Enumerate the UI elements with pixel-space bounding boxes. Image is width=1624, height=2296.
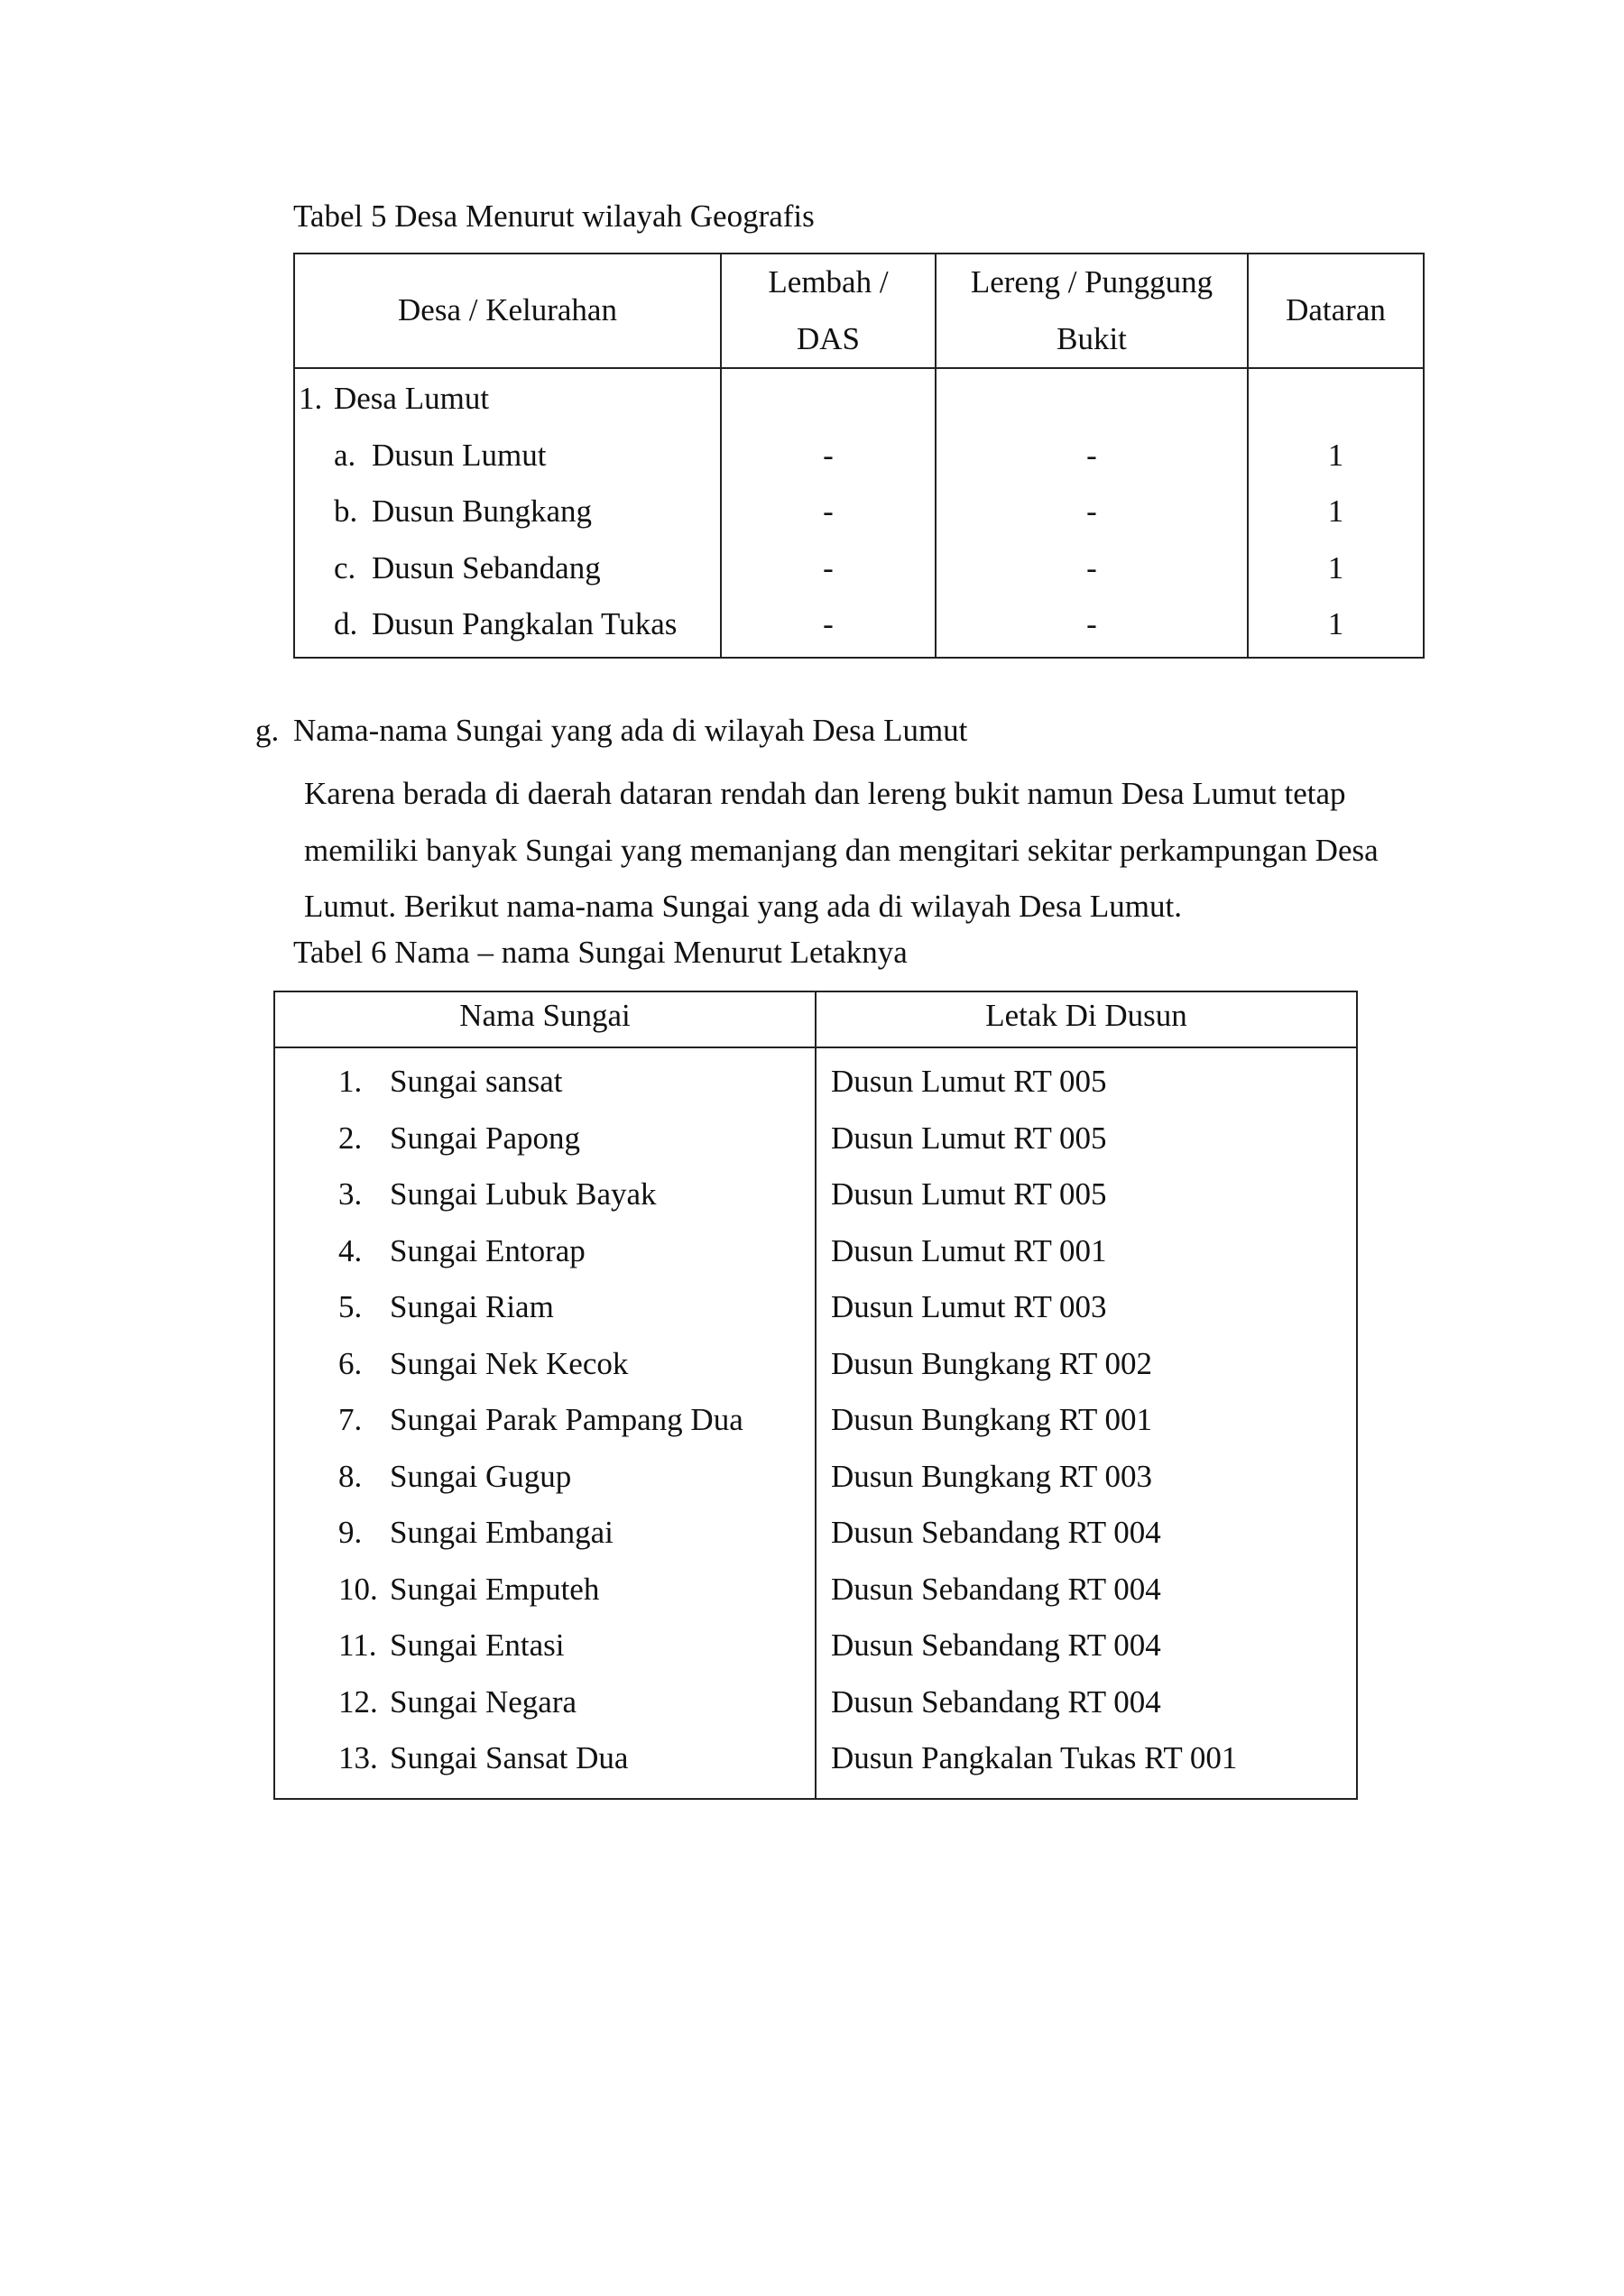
- river-name-line: [275, 1392, 815, 1449]
- table5-header-lereng: [936, 254, 1248, 368]
- village-marker: 1.: [299, 381, 323, 416]
- header-line: Lembah /: [768, 264, 889, 300]
- table5-geography: [293, 253, 1425, 659]
- river-location: Dusun Bungkang RT 003: [831, 1458, 1153, 1494]
- dataran-value: 1: [1327, 437, 1344, 473]
- table6-header-name: Nama Sungai: [274, 991, 816, 1047]
- river-number: 12.: [338, 1683, 378, 1720]
- section-marker: g.: [255, 713, 280, 748]
- table5-header-lembah: [721, 254, 936, 368]
- river-name-line: [275, 1166, 815, 1223]
- table5-desa-cell: [294, 368, 721, 658]
- table5-header-desa: [294, 254, 721, 368]
- table6-body-row: [274, 1047, 1357, 1799]
- river-name-line: [275, 1618, 815, 1674]
- river-name: Sungai Entorap: [390, 1232, 586, 1268]
- header-line: Desa / Kelurahan: [398, 292, 617, 328]
- spacer-line: [722, 371, 935, 428]
- hamlet-marker: d.: [334, 606, 358, 641]
- river-name: Sungai Negara: [390, 1683, 577, 1720]
- river-location-cell: [816, 1047, 1357, 1799]
- dataran-value: 1: [1327, 493, 1344, 529]
- river-number: 8.: [338, 1458, 363, 1494]
- hamlet-name: Dusun Lumut: [372, 437, 547, 473]
- river-location: Dusun Lumut RT 001: [831, 1232, 1107, 1268]
- lembah-value: -: [823, 493, 834, 529]
- river-location: Dusun Sebandang RT 004: [831, 1627, 1161, 1663]
- hamlet-line: [295, 596, 720, 653]
- river-name-line: [275, 1279, 815, 1336]
- hamlet-line: [295, 484, 720, 540]
- river-number: 5.: [338, 1289, 363, 1324]
- river-location: Dusun Sebandang RT 004: [831, 1515, 1161, 1550]
- river-name-line: [275, 1336, 815, 1393]
- river-name: Sungai Sansat Dua: [390, 1740, 629, 1775]
- river-location: Dusun Sebandang RT 004: [831, 1571, 1161, 1607]
- river-location: Dusun Lumut RT 005: [831, 1120, 1107, 1156]
- river-name-line: [275, 1730, 815, 1787]
- hamlet-marker: b.: [334, 493, 358, 529]
- header-line: Lereng / Punggung: [970, 264, 1213, 300]
- river-name-line: [275, 1054, 815, 1111]
- table5-caption: Tabel 5 Desa Menurut wilayah Geografis: [293, 198, 815, 234]
- hamlet-marker: c.: [334, 549, 356, 586]
- lereng-value: -: [1086, 549, 1097, 586]
- river-number: 9.: [338, 1515, 363, 1550]
- river-location: Dusun Pangkalan Tukas RT 001: [831, 1740, 1238, 1775]
- river-number: 13.: [338, 1740, 378, 1775]
- river-name: Sungai Emputeh: [390, 1571, 600, 1607]
- table6-caption: Tabel 6 Nama – nama Sungai Menurut Letaknya: [293, 935, 908, 970]
- river-number: 11.: [338, 1627, 377, 1663]
- river-number: 7.: [338, 1402, 363, 1437]
- village-line: [295, 371, 720, 428]
- lembah-value: -: [823, 549, 834, 586]
- table5-dataran-cell: [1248, 368, 1424, 658]
- hamlet-name: Dusun Sebandang: [372, 549, 601, 586]
- river-location: Dusun Lumut RT 005: [831, 1176, 1107, 1212]
- paragraph-line: Lumut. Berikut nama-nama Sungai yang ada di wilayah Desa Lumut.: [304, 889, 1182, 924]
- table5-lembah-cell: [721, 368, 936, 658]
- lembah-value: -: [823, 437, 834, 473]
- river-name: Sungai sansat: [390, 1064, 563, 1099]
- hamlet-line: [295, 428, 720, 484]
- hamlet-line: [295, 540, 720, 597]
- river-name: Sungai Lubuk Bayak: [390, 1176, 657, 1212]
- river-name: Sungai Papong: [390, 1120, 580, 1156]
- river-name-line: [275, 1562, 815, 1618]
- lembah-value: -: [823, 606, 834, 641]
- table5-body-row: [294, 368, 1424, 658]
- river-name-line: [275, 1505, 815, 1562]
- river-name-line: [275, 1674, 815, 1731]
- lereng-value: -: [1086, 437, 1097, 473]
- river-location: Dusun Lumut RT 005: [831, 1064, 1107, 1099]
- table6-rivers: [273, 991, 1358, 1800]
- lereng-value: -: [1086, 493, 1097, 529]
- header-line: DAS: [796, 320, 861, 356]
- dataran-value: 1: [1327, 549, 1344, 586]
- table6-header-location: Letak Di Dusun: [816, 991, 1357, 1047]
- river-name: Sungai Gugup: [390, 1458, 572, 1494]
- river-name: Sungai Parak Pampang Dua: [390, 1402, 743, 1437]
- spacer-line: [937, 371, 1247, 428]
- table6-header-row: [274, 991, 1357, 1047]
- river-name-cell: [274, 1047, 816, 1799]
- river-number: 3.: [338, 1176, 363, 1212]
- river-number: 2.: [338, 1120, 363, 1156]
- spacer-line: [1249, 371, 1423, 428]
- river-location: Dusun Sebandang RT 004: [831, 1683, 1161, 1720]
- river-location: Dusun Lumut RT 003: [831, 1289, 1107, 1324]
- river-name: Sungai Riam: [390, 1289, 554, 1324]
- river-name-line: [275, 1449, 815, 1506]
- river-location: Dusun Bungkang RT 001: [831, 1402, 1153, 1437]
- table5-header-dataran: [1248, 254, 1424, 368]
- table5-header-row: [294, 254, 1424, 368]
- hamlet-marker: a.: [334, 437, 356, 473]
- hamlet-name: Dusun Bungkang: [372, 493, 593, 529]
- header-line: Dataran: [1286, 292, 1386, 328]
- river-name: Sungai Embangai: [390, 1515, 614, 1550]
- section-g-paragraph: [304, 766, 1441, 936]
- river-name: Sungai Nek Kecok: [390, 1345, 629, 1381]
- paragraph-line: memiliki banyak Sungai yang memanjang dan mengitari sekitar perkampungan Desa: [304, 832, 1379, 868]
- lereng-value: -: [1086, 606, 1097, 641]
- section-g-heading: [255, 713, 967, 749]
- village-name: Desa Lumut: [334, 381, 490, 416]
- hamlet-name: Dusun Pangkalan Tukas: [372, 606, 678, 641]
- river-number: 10.: [338, 1571, 378, 1607]
- header-line: Bukit: [1057, 320, 1127, 356]
- river-name: Sungai Entasi: [390, 1627, 565, 1663]
- river-name-line: [275, 1223, 815, 1280]
- river-location: Dusun Bungkang RT 002: [831, 1345, 1153, 1381]
- river-number: 1.: [338, 1064, 363, 1099]
- paragraph-line: Karena berada di daerah dataran rendah dan lereng bukit namun Desa Lumut tetap: [304, 776, 1346, 811]
- river-number: 4.: [338, 1232, 363, 1268]
- dataran-value: 1: [1327, 606, 1344, 641]
- section-heading-text: Nama-nama Sungai yang ada di wilayah Desa Lumut: [293, 713, 968, 748]
- table5-lereng-cell: [936, 368, 1248, 658]
- river-name-line: [275, 1111, 815, 1167]
- river-number: 6.: [338, 1345, 363, 1381]
